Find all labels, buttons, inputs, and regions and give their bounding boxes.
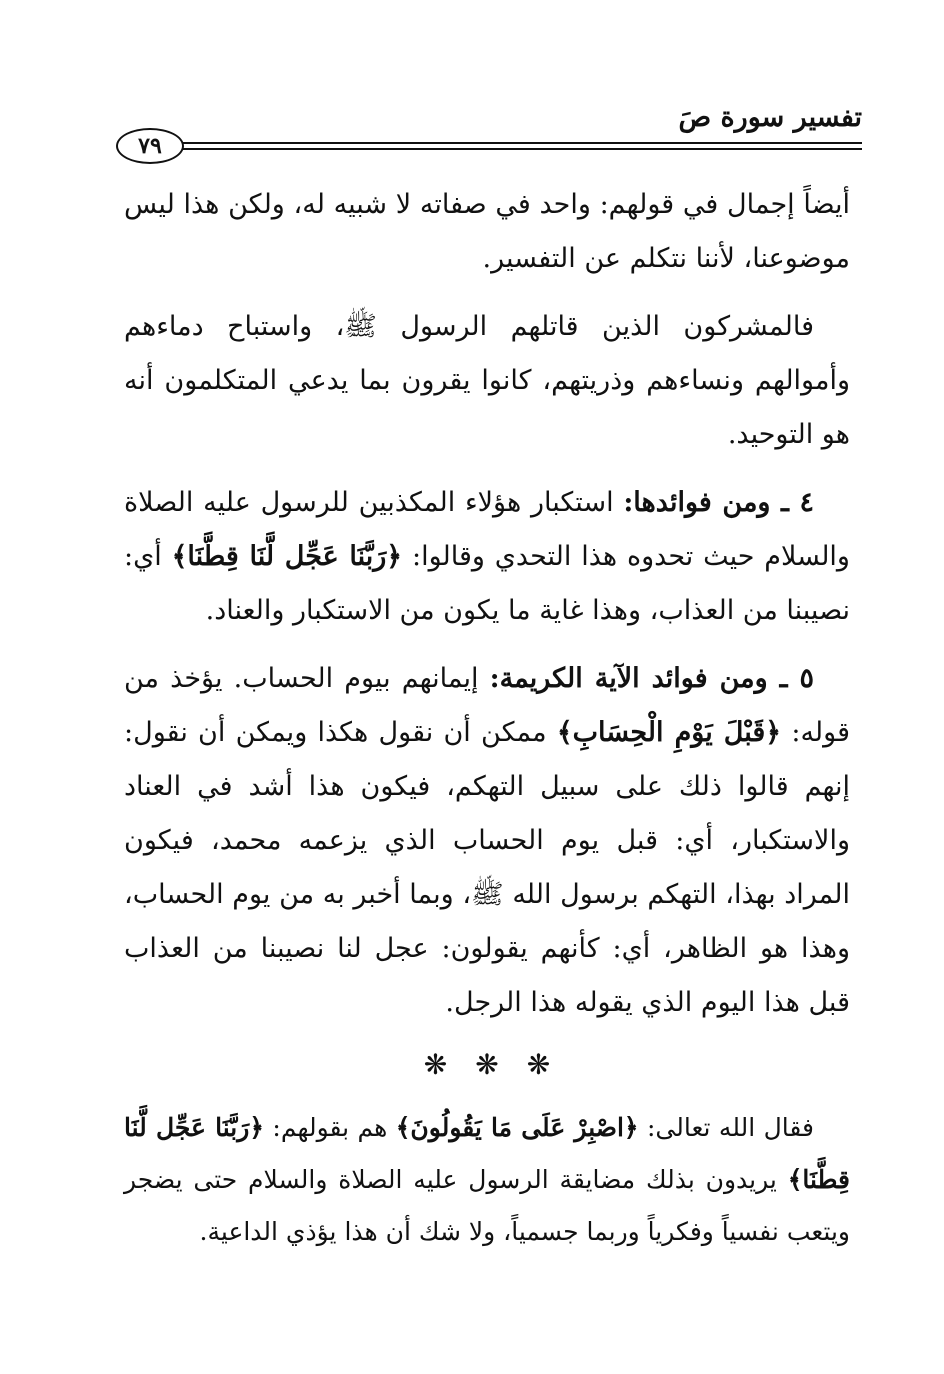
paragraph-3	[124, 476, 850, 638]
page-header	[110, 102, 862, 162]
section-separator	[124, 1038, 850, 1092]
paragraph-5-text-a: فقال الله تعالى:	[647, 1113, 814, 1142]
benefit-4-label: ٤ ـ ومن فوائدها:	[623, 487, 814, 518]
quran-verse: ﴿اصْبِرْ عَلَى مَا يَقُولُونَ﴾	[395, 1113, 639, 1142]
paragraph-gap	[124, 286, 850, 300]
paragraph-1-text: أيضاً إجمال في قولهم: واحد في صفاته لا شبيه له، ولكن هذا ليس موضوعنا، لأننا نتكلم عن التفسير.	[124, 189, 850, 274]
page-number: ٧٩	[116, 128, 184, 164]
paragraph-5	[124, 1102, 850, 1258]
header-rule-top	[168, 142, 862, 144]
page-body	[124, 178, 850, 1258]
star-ornament: ❋	[526, 1048, 551, 1081]
paragraph-gap	[124, 462, 850, 476]
paragraph-4-text-b: ممكن أن نقول هكذا ويمكن أن نقول: إنهم قالوا ذلك على سبيل التهكم، فيكون هذا أشد في العناد والاستكبار، أي: قبل يوم الحساب الذي يزعمه محمد، فيكون المراد بهذا، التهكم برسول الله ﷺ، وبما أخبر به من يوم الحساب، وهذا هو الظاهر، أي: كأنهم يقولون: عجل لنا نصيبنا من العذاب قبل هذا اليوم الذي يقوله هذا الرجل.	[124, 717, 851, 1018]
paragraph-5-text-c: يريدون بذلك مضايقة الرسول عليه الصلاة والسلام حتى يضجر ويتعب نفسياً وفكرياً وربما جسمياً، ولا شك أن هذا يؤذي الداعية.	[124, 1165, 850, 1246]
paragraph-3-text-b: أي: نصيبنا من العذاب، وهذا غاية ما يكون من الاستكبار والعناد.	[124, 541, 850, 626]
header-rule-bottom	[168, 148, 862, 150]
star-ornament: ❋	[423, 1048, 448, 1081]
quran-verse: ﴿رَبَّنَا عَجِّل لَّنَا قِطَّنَا﴾	[171, 541, 403, 572]
paragraph-3-text-a: استكبار هؤلاء المكذبين للرسول عليه الصلاة والسلام حيث تحدوه هذا التحدي وقالوا:	[124, 487, 850, 572]
running-title: تفسير سورة صَ	[678, 102, 862, 133]
paragraph-2-text: فالمشركون الذين قاتلهم الرسول ﷺ، واستباح دماءهم وأموالهم ونساءهم وذريتهم، كانوا يقرون بما يدعي المتكلمون أنه هو التوحيد.	[124, 311, 850, 450]
benefit-5-label: ٥ ـ ومن فوائد الآية الكريمة:	[489, 663, 815, 694]
paragraph-4	[124, 652, 850, 1030]
paragraph-5-text-b: هم بقولهم:	[272, 1113, 388, 1142]
quran-verse: ﴿قَبْلَ يَوْمِ الْحِسَابِ﴾	[556, 717, 782, 748]
paragraph-gap	[124, 638, 850, 652]
star-ornament: ❋	[475, 1048, 499, 1081]
paragraph-4-text-a: إيمانهم بيوم الحساب. يؤخذ من قوله:	[124, 663, 850, 748]
quran-verse: ﴿رَبَّنَا عَجِّل لَّنَا قِطَّنَا﴾	[124, 1113, 851, 1194]
paragraph-2	[124, 300, 850, 462]
paragraph-1	[124, 178, 850, 286]
